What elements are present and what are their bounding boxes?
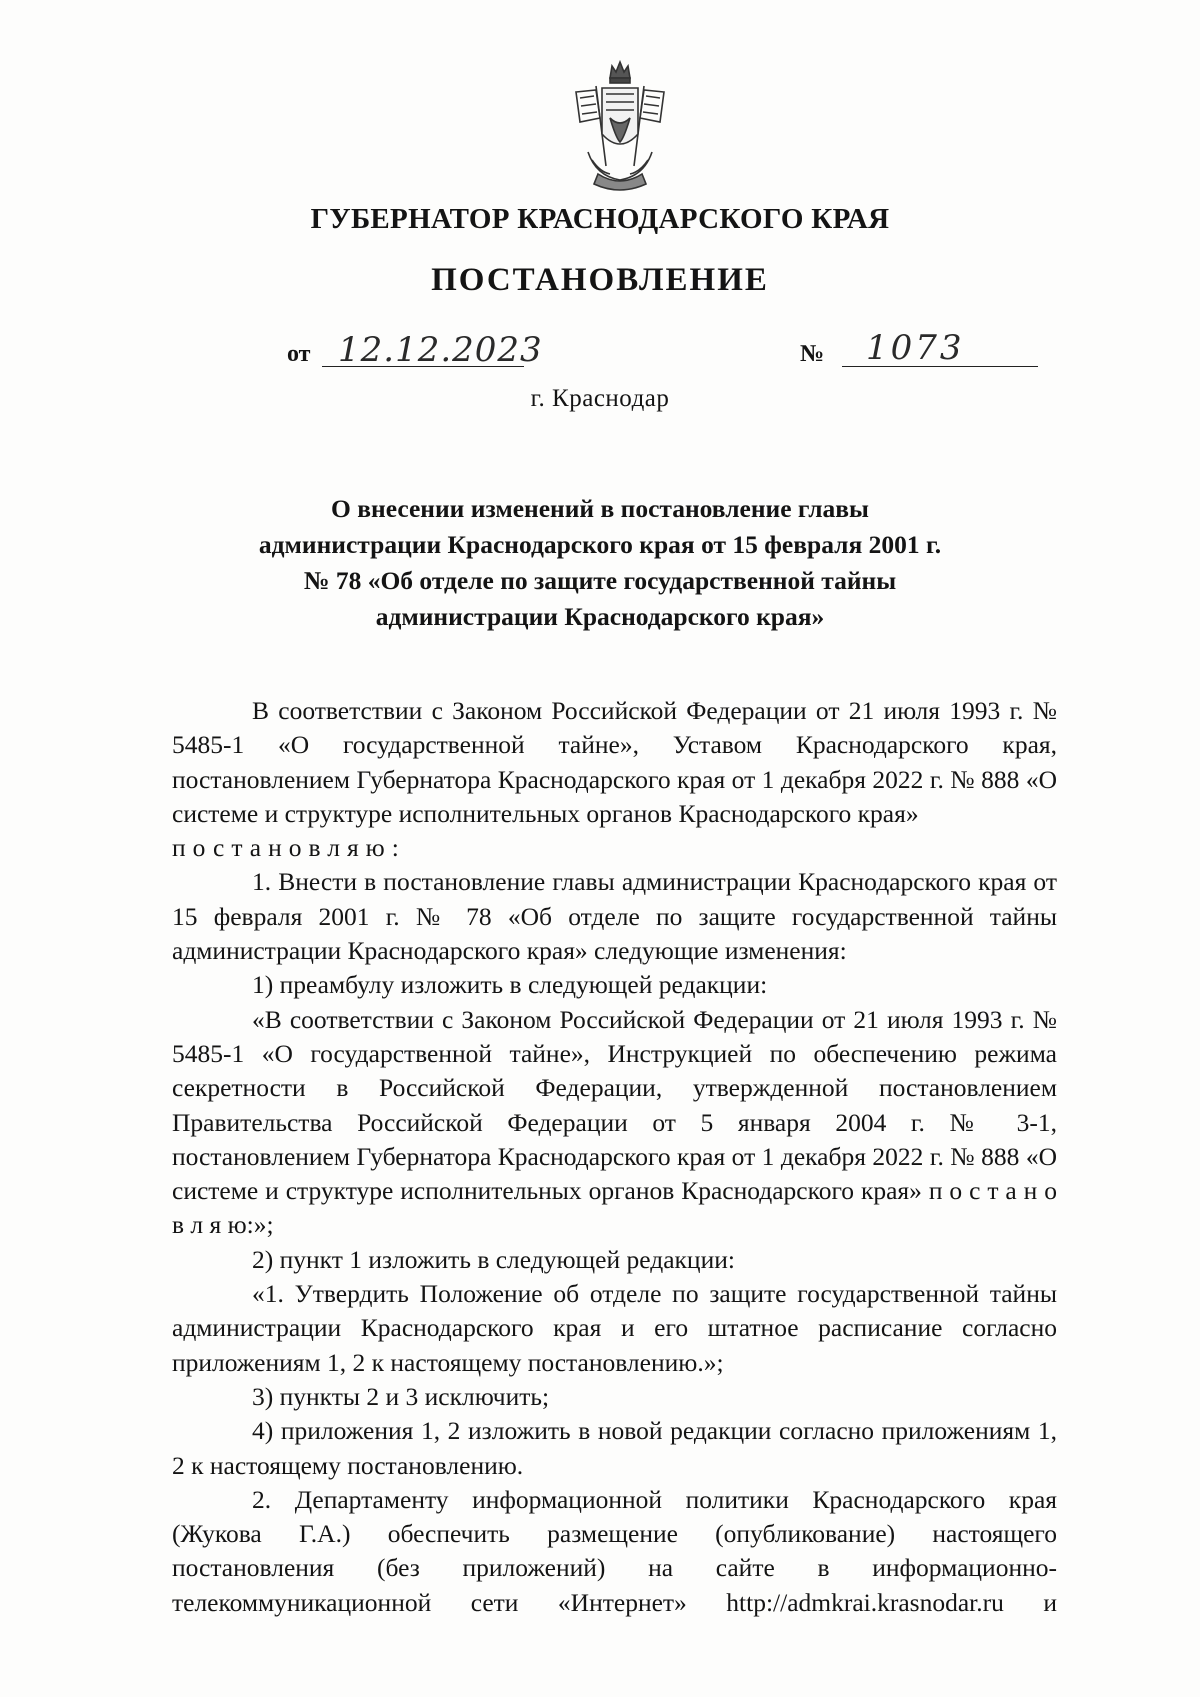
city-line: г. Краснодар	[530, 385, 670, 412]
subject-line: № 78 «Об отделе по защите государственной тайны	[303, 566, 897, 595]
resolve-word: постановляю:	[172, 833, 406, 863]
number-underline	[842, 366, 1038, 367]
quote-1-end: п о с т а н о в л я ю:»;	[172, 1176, 1058, 1240]
coat-of-arms-emblem	[566, 56, 674, 196]
paragraph-sub-1: 1) преамбулу изложить в следующей редакции:	[252, 970, 768, 1000]
subject-line: О внесении изменений в постановление главы	[331, 494, 869, 523]
paragraph-sub-2: 2) пункт 1 изложить в следующей редакции:	[252, 1244, 735, 1274]
document-body	[172, 694, 1057, 1620]
quote-1-text: «В соответствии с Законом Российской Федерации от 21 июля 1993 г. № 5485-1 «О государственной тайне», Инструкцией по обеспечению режима секретности в Российской Федерации, утвержденной постановлением Правительства Российской Федерации от 5 января 2004 г. № 3-1, постановлением Губернатора Краснодарского края от 1 декабря 2022 г. № 888 «О системе и структуре исполнительных органов Краснодарского края»	[172, 1004, 1057, 1206]
paragraph-item-1: 1. Внести в постановление главы администрации Краснодарского края от 15 февраля 2001 г. № 78 «Об отделе по защите государственной тайны администрации Краснодарского края» следующие изменения:	[172, 867, 1057, 966]
date-underline	[322, 366, 524, 367]
document-subject	[240, 491, 960, 635]
issuer-title: ГУБЕРНАТОР КРАСНОДАРСКОГО КРАЯ	[310, 203, 890, 235]
handwritten-date: 12.12.2023	[338, 330, 543, 370]
number-prefix: №	[800, 341, 825, 367]
paragraph-sub-4: 4) приложения 1, 2 изложить в новой редакции согласно приложениям 1, 2 к настоящему постановлению.	[172, 1416, 1057, 1480]
paragraph-sub-3: 3) пункты 2 и 3 исключить;	[252, 1381, 550, 1411]
paragraph-quote-1	[172, 1003, 1057, 1243]
subject-line: администрации Краснодарского края от 15 февраля 2001 г.	[258, 530, 942, 559]
document-type: ПОСТАНОВЛЕНИЕ	[431, 262, 769, 298]
paragraph-item-2: 2. Департаменту информационной политики Краснодарского края (Жукова Г.А.) обеспечить размещение (опубликование) настоящего постановления (без приложений) на сайте в информационно-телекоммуникационной сети «Интернет» http://admkrai.krasnodar.ru и	[172, 1484, 1057, 1617]
preamble-paragraph	[172, 694, 1057, 831]
preamble-text: В соответствии с Законом Российской Федерации от 21 июля 1993 г. № 5485-1 «О государственной тайне», Уставом Краснодарского края, постановлением Губернатора Краснодарского края от 1 декабря 2022 г. № 888 «О системе и структуре исполнительных органов Краснодарского края»	[172, 696, 1057, 828]
handwritten-number: 1073	[866, 328, 965, 368]
paragraph-quote-2: «1. Утвердить Положение об отделе по защите государственной тайны администрации Краснодарского края и его штатное расписание согласно приложениям 1, 2 к настоящему постановлению.»;	[172, 1279, 1057, 1377]
subject-line: администрации Краснодарского края»	[375, 602, 825, 631]
date-prefix: от	[287, 341, 311, 367]
